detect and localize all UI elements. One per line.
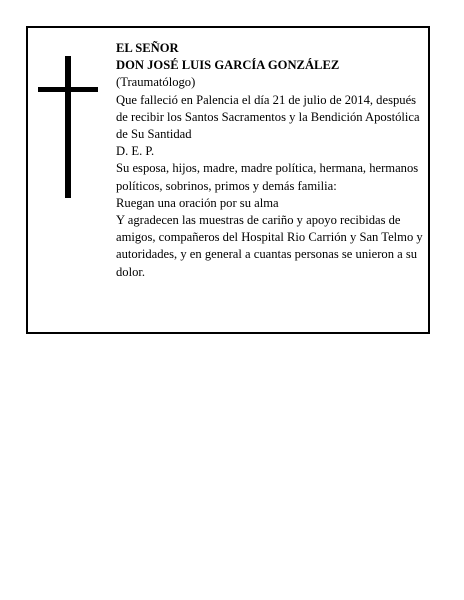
- prayer-request: Ruegan una oración por su alma: [116, 195, 279, 210]
- obituary-card: [26, 26, 430, 334]
- thanks-text: Y agradecen las muestras de cariño y apoyo recibidas de amigos, compañeros del Hospital Rio Carrión y San Telmo y autoridades, y en general a cuantas personas se unieron a su dolor.: [116, 213, 423, 279]
- profession: (Traumatólogo): [116, 75, 196, 90]
- cross-horizontal-bar: [38, 87, 98, 92]
- obituary-text: [116, 40, 424, 281]
- deceased-name: DON JOSÉ LUIS GARCÍA GONZÁLEZ: [116, 58, 340, 73]
- family-text: Su esposa, hijos, madre, madre política, hermana, hermanos políticos, sobrinos, primos y demás familia:: [116, 161, 419, 193]
- cross-icon: [38, 56, 98, 198]
- rip-text: D. E. P.: [116, 144, 155, 159]
- death-statement: Que falleció en Palencia el día 21 de julio de 2014, después de recibir los Santos Sacramentos y la Bendición Apostólica de Su Santidad: [116, 92, 420, 142]
- heading: EL SEÑOR: [116, 41, 179, 55]
- cross-vertical-bar: [65, 56, 71, 198]
